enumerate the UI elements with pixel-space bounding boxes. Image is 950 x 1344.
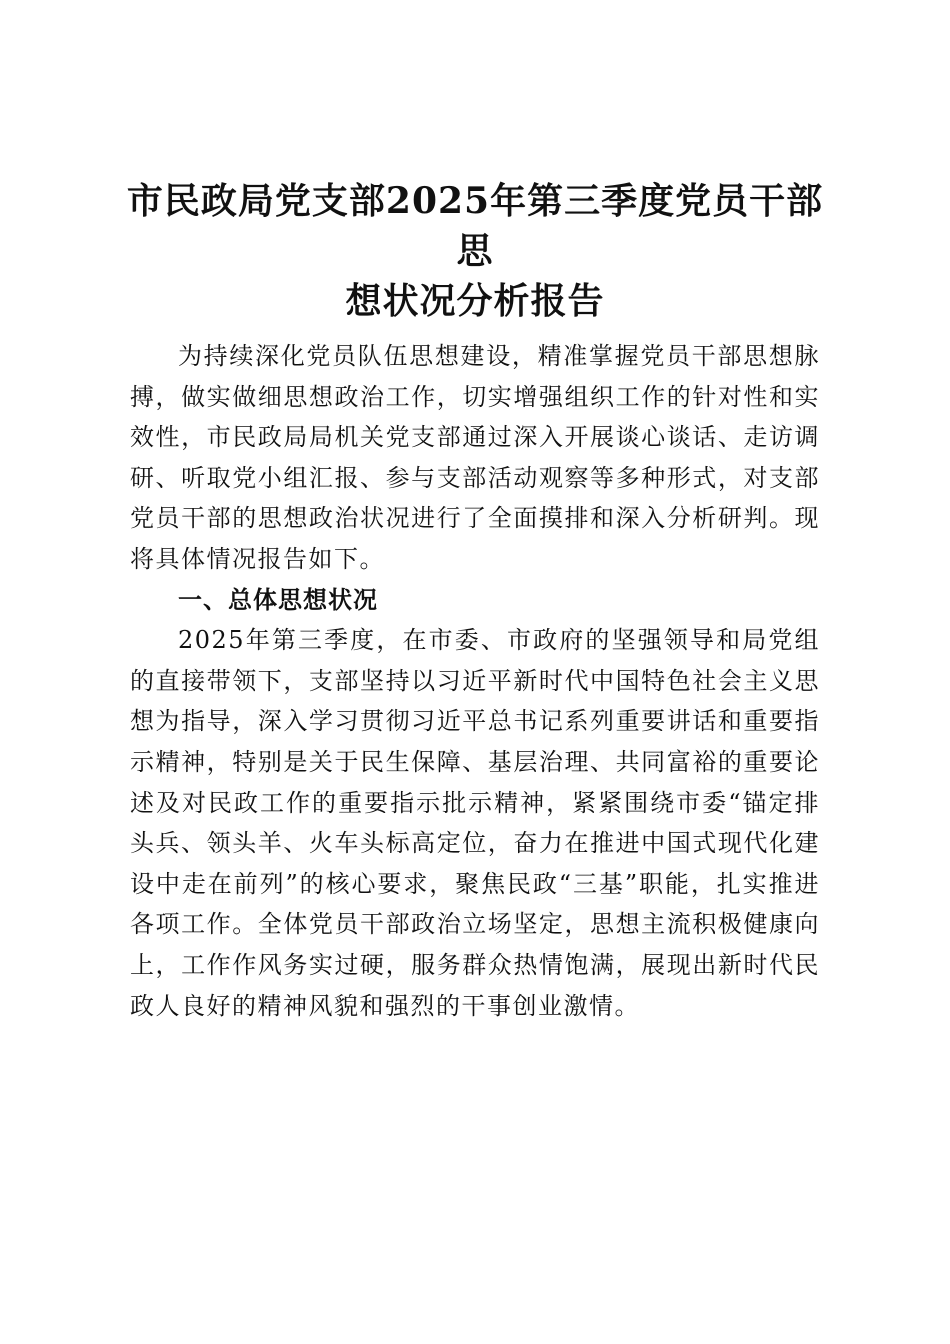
intro-paragraph: 为持续深化党员队伍思想建设，精准掌握党员干部思想脉搏，做实做细思想政治工作，切实增强组织工作的针对性和实效性，市民政局局机关党支部通过深入开展谈心谈话、走访调研、听取党小组汇报、参与支部活动观察等多种形式，对支部党员干部的思想政治状况进行了全面摸排和深入分析研判。现将具体情况报告如下。 [130, 342, 820, 573]
document-body [130, 336, 820, 1026]
section-heading-1: 一、总体思想状况 [178, 585, 378, 614]
document-title [120, 176, 830, 326]
title-line-1: 市民政局党支部2025年第三季度党员干部思 [126, 180, 824, 272]
title-line-2: 想状况分析报告 [345, 280, 605, 322]
section-1-paragraph: 2025年第三季度，在市委、市政府的坚强领导和局党组的直接带领下，支部坚持以习近平新时代中国特色社会主义思想为指导，深入学习贯彻习近平总书记系列重要讲话和重要指示精神，特别是关于民生保障、基层治理、共同富裕的重要论述及对民政工作的重要指示批示精神，紧紧围绕市委“锚定排头兵、领头羊、火车头标高定位，奋力在推进中国式现代化建设中走在前列”的核心要求，聚焦民政“三基”职能，扎实推进各项工作。全体党员干部政治立场坚定，思想主流积极健康向上，工作作风务实过硬，服务群众热情饱满，展现出新时代民政人良好的精神风貌和强烈的干事创业激情。 [130, 626, 820, 1020]
